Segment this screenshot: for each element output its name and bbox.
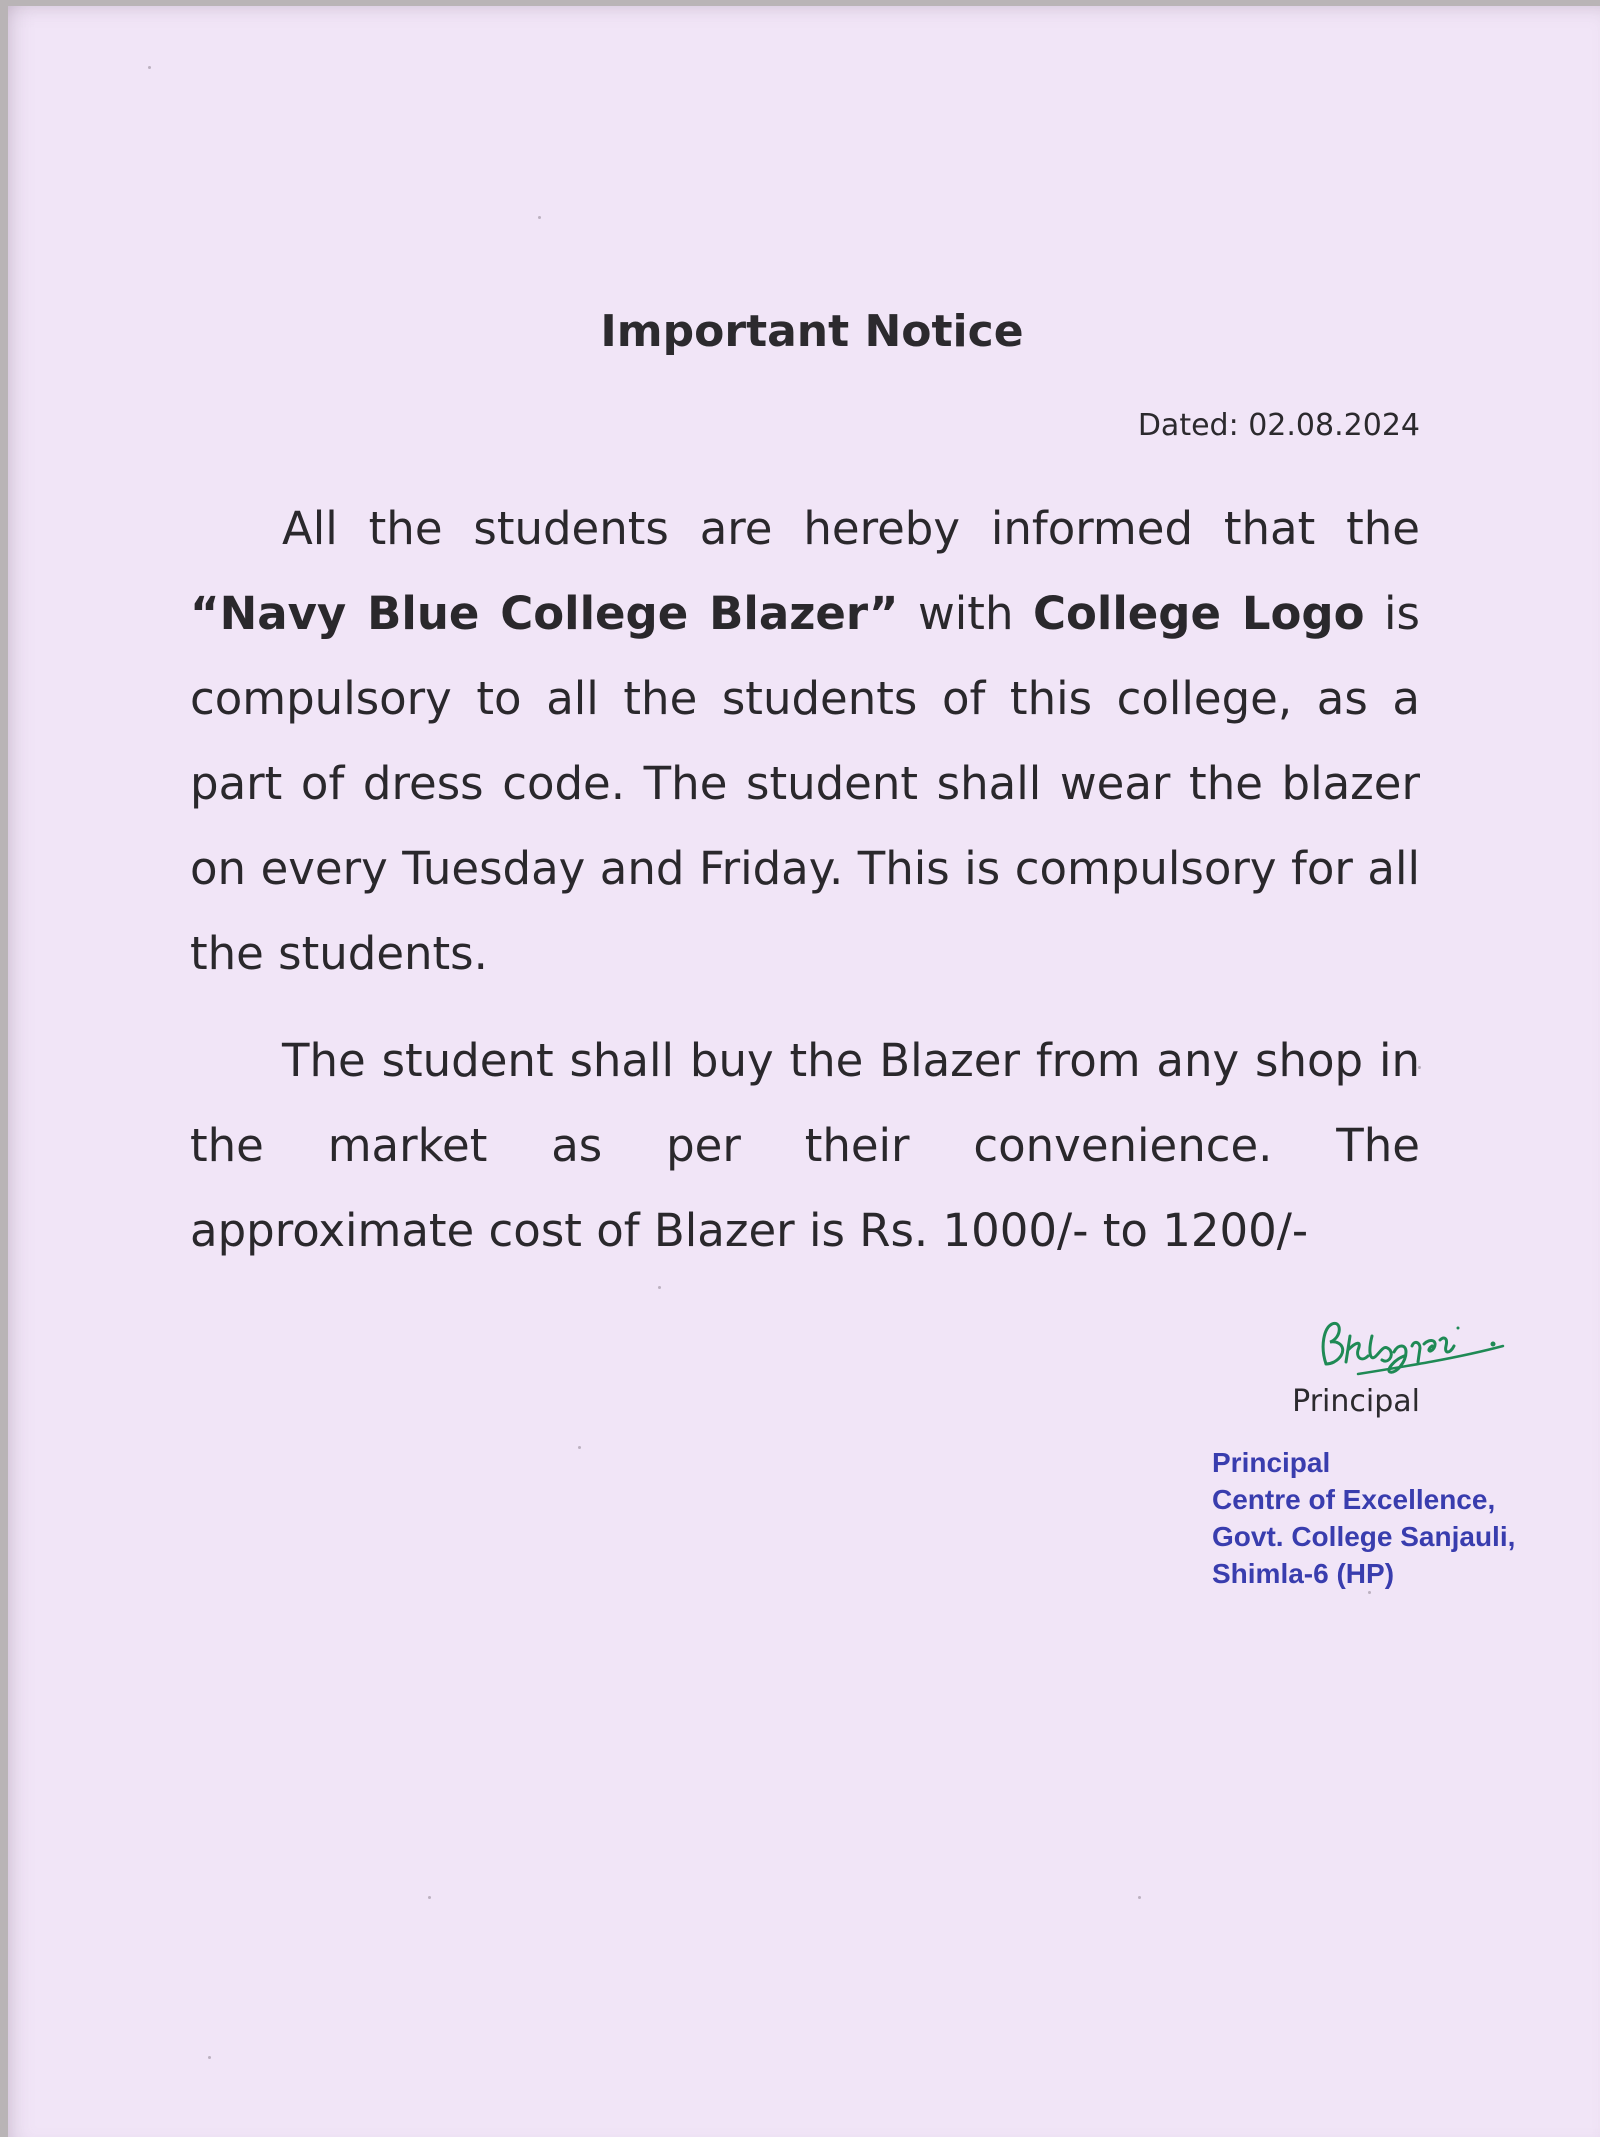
official-stamp bbox=[1212, 1444, 1515, 1592]
notice-page bbox=[8, 6, 1600, 2137]
paper-speck bbox=[658, 1286, 661, 1289]
paragraph-1-text-c: is compulsory to all the students of this college, as a part of dress code. The student shall wear the blazer on every Tuesday and Friday. This is compulsory for all the students. bbox=[190, 587, 1420, 980]
notice-date: Dated: 02.08.2024 bbox=[1137, 408, 1420, 443]
paper-speck bbox=[208, 2056, 211, 2059]
paper-speck bbox=[148, 66, 151, 69]
paper-speck bbox=[428, 1896, 431, 1899]
paragraph-1-text-b: with bbox=[898, 587, 1033, 640]
stamp-line-3: Govt. College Sanjauli, bbox=[1212, 1521, 1516, 1552]
page-title: Important Notice bbox=[600, 306, 1024, 357]
notice-paragraph-1 bbox=[190, 486, 1420, 996]
notice-paragraph-2: The student shall buy the Blazer from any shop in the market as per their convenience. The approximate cost of Blazer is Rs. 1000/- to 1200/- bbox=[190, 1034, 1420, 1257]
signatory-title: Principal bbox=[1292, 1384, 1420, 1419]
paper-speck bbox=[538, 216, 541, 219]
paper-speck bbox=[1138, 1896, 1141, 1899]
paper-speck bbox=[578, 1446, 581, 1449]
logo-highlight: College Logo bbox=[1032, 587, 1365, 640]
principal-signature bbox=[1298, 1306, 1518, 1378]
stamp-line-1: Principal bbox=[1212, 1447, 1331, 1478]
stamp-line-4: Shimla-6 (HP) bbox=[1212, 1558, 1395, 1589]
blazer-highlight: “Navy Blue College Blazer” bbox=[190, 587, 899, 640]
stamp-line-2: Centre of Excellence, bbox=[1212, 1484, 1496, 1515]
paragraph-1-text-a: All the students are hereby informed that the bbox=[282, 502, 1420, 555]
